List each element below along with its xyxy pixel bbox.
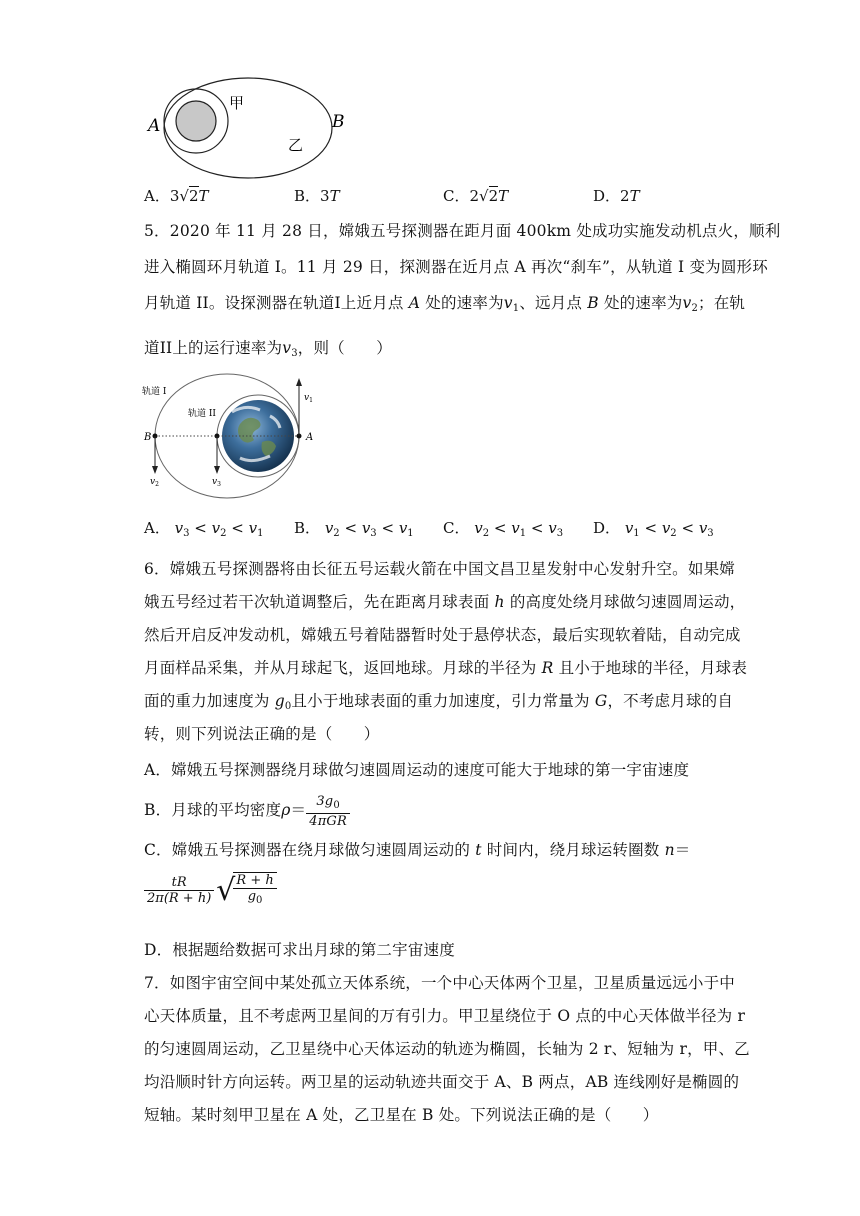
orbit-2-label: 轨道 II (188, 409, 216, 419)
q5-option-b[interactable]: B． $v_2 < v_3 < v_1$ (294, 519, 414, 539)
b-label: B (144, 432, 152, 443)
central-body (176, 101, 216, 141)
v3-label: $v_3$ (212, 477, 221, 488)
label-jia: 甲 (229, 94, 245, 112)
q6-line-5: 面的重力加速度为 $g_0$且小于地球表面的重力加速度，引力常量为 G，不考虑月球的自 (144, 692, 734, 712)
q7-line-5: 短轴。某时刻甲卫星在 A 处，乙卫星在 B 处。下列说法正确的是（ ） (144, 1106, 659, 1124)
q6-option-a[interactable]: A．嫦娥五号探测器绕月球做匀速圆周运动的速度可能大于地球的第一宇宙速度 (144, 761, 690, 779)
q4-option-c[interactable]: C．2√2T (443, 187, 509, 205)
orbit-1-label: 轨道 I (142, 387, 167, 397)
q4-option-b[interactable]: B．3T (294, 187, 340, 205)
label-yi: 乙 (288, 136, 304, 154)
q6-option-b[interactable]: B．月球的平均密度ρ＝ $\frac{3g_0}{\text{4πGR}}$ (144, 793, 350, 829)
q5-line-1: 5．2020 年 11 月 28 日，嫦娥五号探测器在距月面 400km 处成功实施发动机点火，顺利 (144, 222, 781, 240)
sqrt-symbol: √ (216, 872, 236, 908)
a-label: A (306, 432, 314, 443)
q5-orbit-figure (140, 372, 320, 500)
density-fraction: $\frac{3g_0}{\text{4πGR}}$ (306, 794, 350, 829)
q5-line-2: 进入椭圆环月轨道 I。11 月 29 日，探测器在近月点 A 再次“刹车”，从轨道 I 变为圆形环 (144, 258, 768, 276)
q6-line-4: 月面样品采集，并从月球起飞，返回地球。月球的半径为 R 且小于地球的半径，月球表 (144, 659, 748, 677)
q4-option-d[interactable]: D．2T (593, 187, 640, 205)
q6-line-1: 6．嫦娥五号探测器将由长征五号运载火箭在中国文昌卫星发射中心发射升空。如果嫦 (144, 560, 735, 578)
orbits-fraction: $\frac{tR}{2\pi(R + h)}$ (144, 875, 214, 906)
q6-line-2: 娥五号经过若干次轨道调整后，先在距离月球表面 h 的高度处绕月球做匀速圆周运动， (144, 593, 746, 611)
q6-option-c-formula (144, 872, 277, 908)
label-b: B (332, 112, 345, 132)
q5-option-c[interactable]: C． $v_2 < v_1 < v_3$ (443, 519, 564, 539)
q6-option-d[interactable]: D．根据题给数据可求出月球的第二宇宙速度 (144, 941, 455, 959)
orbit-figure-top (140, 75, 360, 185)
q4-option-a[interactable]: A．3√2T (144, 187, 209, 205)
q6-line-3: 然后开启反冲发动机，嫦娥五号着陆器暂时处于悬停状态，最后实现软着陆，自动完成 (144, 626, 741, 644)
q5-line-3: 月轨道 II。设探测器在轨道I上近月点 A 处的速率为$v_1$、远月点 B 处的速率为$v_2$；在轨 (144, 294, 746, 314)
sqrt-symbol: √ (479, 187, 489, 205)
q5-option-d[interactable]: D． $v_1 < v_2 < v_3$ (593, 519, 714, 539)
v1-label: $v_1$ (304, 393, 313, 404)
q7-line-1: 7．如图宇宙空间中某处孤立天体系统，一个中心天体两个卫星，卫星质量远远小于中 (144, 974, 735, 992)
q6-line-6: 转，则下列说法正确的是（ ） (144, 725, 380, 743)
v1-arrowhead (296, 378, 302, 386)
v3-arrowhead (214, 466, 220, 474)
q5-line-4: 道II上的运行速率为$v_3$，则（ ） (144, 339, 392, 359)
v2-label: $v_2$ (150, 477, 159, 488)
q7-line-2: 心天体质量，且不考虑两卫星间的万有引力。甲卫星绕位于 O 点的中心天体做半径为 r (144, 1007, 746, 1025)
q7-line-3: 的匀速圆周运动，乙卫星绕中心天体运动的轨迹为椭圆，长轴为 2 r、短轴为 r，甲、乙 (144, 1040, 750, 1058)
q7-line-4: 均沿顺时针方向运转。两卫星的运动轨迹共面交于 A、B 两点，AB 连线刚好是椭圆的 (144, 1073, 740, 1091)
label-a: A (148, 116, 161, 136)
v2-arrowhead (152, 466, 158, 474)
q5-option-a[interactable]: A． $v_3 < v_2 < v_1$ (144, 519, 264, 539)
sqrt-fraction: $\frac{R + h}{g_0}$ (233, 872, 276, 908)
sqrt-symbol: √ (179, 187, 189, 205)
q6-option-c[interactable]: C．嫦娥五号探测器在绕月球做匀速圆周运动的 t 时间内，绕月球运转圈数 n＝ (144, 841, 691, 859)
